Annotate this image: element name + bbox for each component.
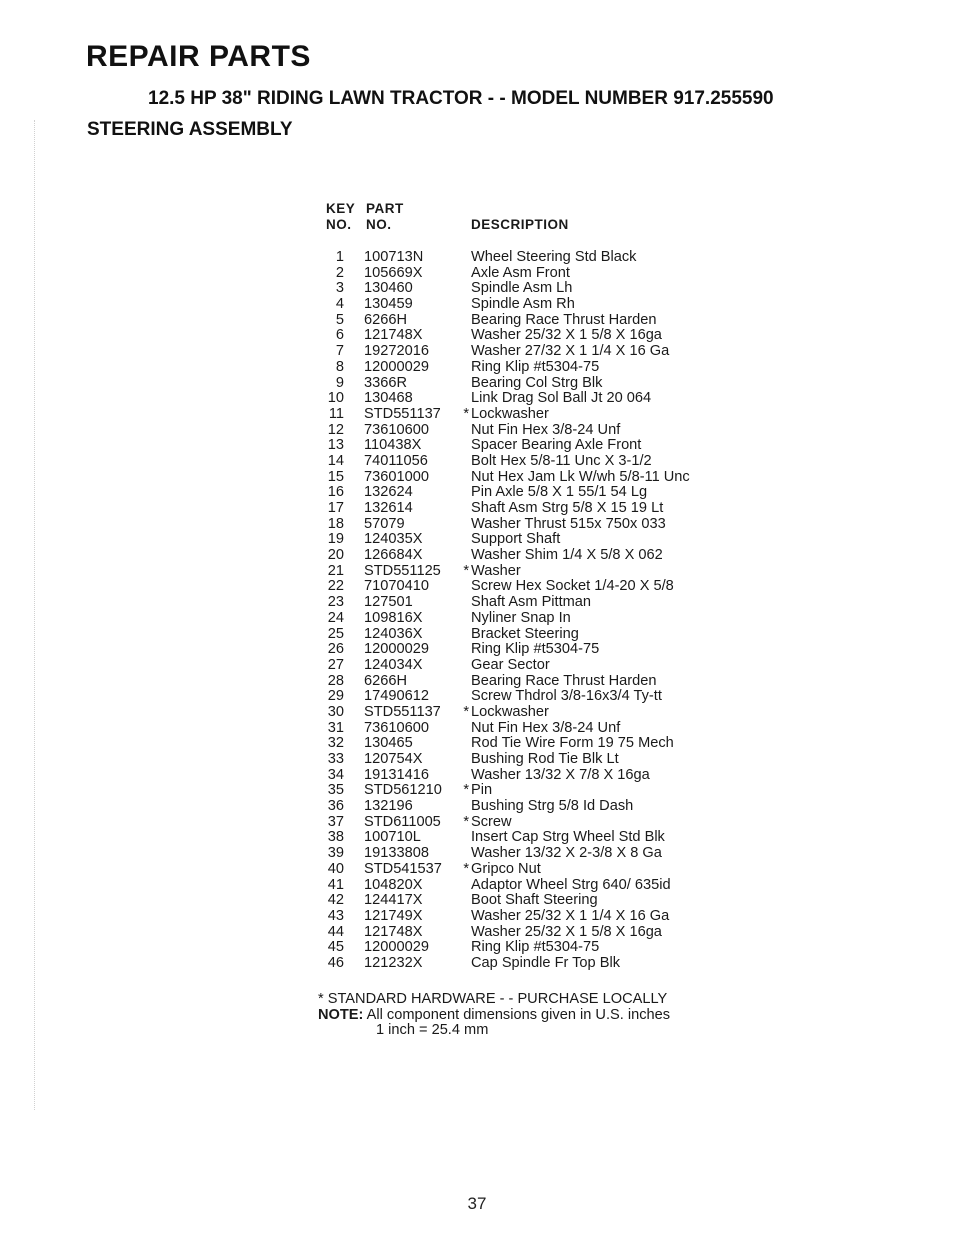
part-description: Gear Sector	[471, 656, 550, 673]
table-row	[326, 595, 746, 611]
part-no: 130459	[364, 296, 413, 313]
model-heading: 12.5 HP 38" RIDING LAWN TRACTOR - - MODEL NUMBER 917.255590	[148, 88, 774, 109]
part-description: Washer Shim 1/4 X 5/8 X 062	[471, 547, 663, 564]
part-description: Shaft Asm Strg 5/8 X 15 19 Lt	[471, 500, 664, 516]
header-key-no: NO.	[326, 217, 352, 232]
table-row	[326, 313, 746, 329]
part-no: 12000029	[364, 939, 429, 956]
key-no: 14	[327, 452, 344, 469]
part-description: Adaptor Wheel Strg 640/ 635id	[471, 876, 671, 893]
key-no: 24	[327, 609, 344, 626]
table-body	[326, 250, 746, 972]
part-description: Washer Thrust 515x 750x 033	[471, 515, 666, 532]
part-description: Nyliner Snap In	[471, 609, 571, 626]
table-row	[326, 768, 746, 784]
key-no: 11	[328, 405, 344, 422]
part-description: Nut Hex Jam Lk W/wh 5/8-11 Unc	[471, 468, 690, 485]
table-row	[326, 548, 746, 564]
table-row	[326, 360, 746, 376]
table-row	[326, 532, 746, 548]
part-no: 19131416	[364, 766, 429, 783]
part-no: 127501	[364, 594, 413, 611]
table-row	[326, 564, 746, 580]
key-no: 30	[327, 703, 344, 720]
part-description: Spindle Asm Lh	[471, 280, 573, 297]
key-no: 4	[335, 296, 344, 313]
part-description: Washer 13/32 X 7/8 X 16ga	[471, 766, 650, 783]
part-no: 121232X	[364, 954, 423, 971]
key-no: 23	[327, 594, 344, 611]
part-description: Nut Fin Hex 3/8-24 Unf	[471, 421, 621, 438]
part-no: STD551125	[364, 562, 441, 579]
key-no: 43	[327, 907, 344, 924]
table-row	[326, 501, 746, 517]
standard-hardware-mark: *	[463, 562, 469, 579]
standard-hardware-note: * STANDARD HARDWARE - - PURCHASE LOCALLY	[318, 991, 668, 1007]
part-description: Bracket Steering	[471, 625, 579, 642]
part-description: Screw Hex Socket 1/4-20 X 5/8	[471, 578, 674, 595]
part-description: Ring Klip #t5304-75	[471, 641, 600, 658]
part-description: Washer	[471, 562, 521, 579]
part-description: Spindle Asm Rh	[471, 296, 575, 313]
note-label: NOTE:	[318, 1006, 364, 1023]
table-row	[326, 423, 746, 439]
table-header-row-2	[326, 217, 746, 233]
key-no: 31	[327, 719, 344, 736]
part-no: STD541537	[364, 860, 442, 877]
part-no: STD561210	[364, 782, 442, 799]
parts-list	[326, 201, 746, 972]
part-no: 126684X	[364, 547, 423, 564]
part-no: 6266H	[364, 311, 408, 328]
table-row	[326, 705, 746, 721]
part-description: Pin Axle 5/8 X 1 55/1 54 Lg	[471, 484, 648, 501]
part-description: Shaft Asm Pittman	[471, 594, 592, 611]
table-row	[326, 627, 746, 643]
key-no: 38	[327, 829, 344, 846]
key-no: 33	[327, 751, 344, 767]
key-no: 9	[335, 374, 344, 391]
key-no: 15	[327, 468, 344, 485]
part-description: Pin	[471, 782, 493, 799]
part-description: Gripco Nut	[471, 860, 541, 877]
table-row	[326, 454, 746, 470]
page-title: REPAIR PARTS	[86, 40, 311, 73]
part-no: 12000029	[364, 641, 429, 658]
part-no: 121749X	[364, 907, 423, 924]
part-no: 121748X	[364, 923, 423, 940]
key-no: 7	[335, 343, 344, 360]
table-row	[326, 517, 746, 533]
key-no: 20	[327, 547, 344, 564]
part-no: 19272016	[364, 343, 429, 360]
part-no: STD551137	[364, 703, 441, 720]
part-no: 124035X	[364, 531, 423, 548]
key-no: 46	[327, 954, 344, 971]
table-row	[326, 470, 746, 486]
part-description: Wheel Steering Std Black	[471, 249, 637, 265]
table-row	[326, 799, 746, 815]
section-heading: STEERING ASSEMBLY	[87, 119, 293, 140]
key-no: 17	[327, 500, 344, 516]
table-row	[326, 846, 746, 862]
part-description: Boot Shaft Steering	[471, 892, 598, 909]
part-description: Support Shaft	[471, 531, 561, 548]
header-key: KEY	[326, 201, 356, 216]
key-no: 2	[335, 264, 344, 281]
part-no: 100713N	[364, 249, 424, 265]
table-row	[326, 909, 746, 925]
key-no: 35	[327, 782, 344, 799]
notes	[318, 992, 670, 1039]
key-no: 28	[327, 672, 344, 689]
table-row	[326, 376, 746, 392]
part-description: Ring Klip #t5304-75	[471, 358, 600, 375]
key-no: 3	[335, 280, 344, 297]
key-no: 16	[327, 484, 344, 501]
part-description: Washer 13/32 X 2-3/8 X 8 Ga	[471, 845, 662, 862]
key-no: 21	[327, 562, 344, 579]
key-no: 18	[327, 515, 344, 532]
part-description: Screw	[471, 813, 512, 830]
key-no: 8	[335, 358, 344, 375]
key-no: 26	[327, 641, 344, 658]
table-row	[326, 689, 746, 705]
part-no: 104820X	[364, 876, 423, 893]
key-no: 1	[335, 249, 344, 265]
part-no: 132196	[364, 798, 413, 815]
part-no: 74011056	[364, 452, 428, 469]
part-no: 132614	[364, 500, 413, 516]
table-row	[326, 815, 746, 831]
table-row	[326, 940, 746, 956]
table-row	[326, 485, 746, 501]
part-description: Bushing Rod Tie Blk Lt	[471, 751, 619, 767]
part-no: 124036X	[364, 625, 423, 642]
part-no: 110438X	[364, 437, 422, 454]
part-description: Washer 27/32 X 1 1/4 X 16 Ga	[471, 343, 670, 360]
key-no: 36	[327, 798, 344, 815]
part-no: STD611005	[364, 813, 441, 830]
part-description: Bolt Hex 5/8-11 Unc X 3-1/2	[471, 452, 652, 469]
header-part: PART	[366, 201, 404, 216]
header-part-no: NO.	[366, 217, 392, 232]
key-no: 19	[327, 531, 344, 548]
key-no: 22	[327, 578, 344, 595]
standard-hardware-mark: *	[463, 813, 469, 830]
part-description: Washer 25/32 X 1 1/4 X 16 Ga	[471, 907, 670, 924]
key-no: 12	[327, 421, 344, 438]
part-no: 109816X	[364, 609, 423, 626]
table-row	[326, 878, 746, 894]
key-no: 34	[327, 766, 344, 783]
key-no: 40	[327, 860, 344, 877]
table-row	[326, 281, 746, 297]
part-no: 17490612	[364, 688, 429, 705]
part-description: Washer 25/32 X 1 5/8 X 16ga	[471, 327, 662, 344]
part-no: 124034X	[364, 656, 423, 673]
table-row	[326, 893, 746, 909]
part-description: Screw Thdrol 3/8-16x3/4 Ty-tt	[471, 688, 662, 705]
table-row	[326, 642, 746, 658]
page-number: 37	[467, 1194, 487, 1213]
part-no: 105669X	[364, 264, 423, 281]
part-description: Bushing Strg 5/8 Id Dash	[471, 798, 634, 815]
key-no: 39	[327, 845, 344, 862]
part-description: Insert Cap Strg Wheel Std Blk	[471, 829, 665, 846]
part-description: Axle Asm Front	[471, 264, 570, 281]
key-no: 32	[327, 735, 344, 752]
note-text: All component dimensions given in U.S. inches	[363, 1006, 671, 1023]
part-no: 130460	[364, 280, 413, 297]
standard-hardware-mark: *	[463, 703, 469, 720]
table-row	[326, 391, 746, 407]
key-no: 44	[327, 923, 344, 940]
part-no: 6266H	[364, 672, 408, 689]
table-row	[326, 925, 746, 941]
table-row	[326, 862, 746, 878]
table-row	[326, 736, 746, 752]
table-row	[326, 611, 746, 627]
part-no: 100710L	[364, 829, 421, 846]
table-row	[326, 752, 746, 768]
part-description: Bearing Race Thrust Harden	[471, 672, 657, 689]
margin-rule	[34, 120, 35, 1110]
part-description: Cap Spindle Fr Top Blk	[471, 954, 620, 971]
table-row	[326, 250, 746, 266]
key-no: 5	[335, 311, 344, 328]
key-no: 25	[327, 625, 344, 642]
key-no: 41	[327, 876, 344, 893]
part-description: Spacer Bearing Axle Front	[471, 437, 642, 454]
part-description: Lockwasher	[471, 703, 549, 720]
key-no: 6	[335, 327, 344, 344]
standard-hardware-mark: *	[463, 405, 469, 422]
table-row	[326, 956, 746, 972]
part-description: Washer 25/32 X 1 5/8 X 16ga	[471, 923, 662, 940]
part-description: Bearing Race Thrust Harden	[471, 311, 657, 328]
key-no: 45	[327, 939, 344, 956]
conversion-note: 1 inch = 25.4 mm	[376, 1022, 489, 1039]
table-row	[326, 407, 746, 423]
part-description: Ring Klip #t5304-75	[471, 939, 600, 956]
table-row	[326, 830, 746, 846]
part-no: 121748X	[364, 327, 423, 344]
dimension-note	[318, 1008, 670, 1024]
key-no: 13	[327, 437, 344, 454]
part-no: 130465	[364, 735, 413, 752]
part-no: 71070410	[364, 578, 429, 595]
part-no: 3366R	[364, 374, 408, 391]
table-row	[326, 297, 746, 313]
table-row	[326, 783, 746, 799]
part-no: 120754X	[364, 751, 423, 767]
table-row	[326, 328, 746, 344]
table-row	[326, 658, 746, 674]
part-no: 132624	[364, 484, 413, 501]
table-row	[326, 721, 746, 737]
table-row	[326, 266, 746, 282]
part-description: Bearing Col Strg Blk	[471, 374, 603, 391]
standard-hardware-mark: *	[463, 860, 469, 877]
part-no: 73610600	[364, 719, 429, 736]
part-no: 12000029	[364, 358, 429, 375]
table-row	[326, 344, 746, 360]
part-no: 57079	[364, 515, 405, 532]
part-no: 130468	[364, 390, 413, 407]
table-row	[326, 579, 746, 595]
part-no: STD551137	[364, 405, 441, 422]
key-no: 27	[327, 656, 344, 673]
part-no: 124417X	[364, 892, 423, 909]
part-description: Rod Tie Wire Form 19 75 Mech	[471, 735, 674, 752]
part-description: Nut Fin Hex 3/8-24 Unf	[471, 719, 621, 736]
key-no: 10	[327, 390, 344, 407]
part-no: 19133808	[364, 845, 429, 862]
table-header-row-1	[326, 201, 746, 217]
key-no: 29	[327, 688, 344, 705]
table-row	[326, 438, 746, 454]
part-no: 73610600	[364, 421, 429, 438]
standard-hardware-mark: *	[463, 782, 469, 799]
key-no: 42	[327, 892, 344, 909]
header-description: DESCRIPTION	[471, 217, 569, 232]
part-no: 73601000	[364, 468, 429, 485]
table-row	[326, 674, 746, 690]
part-description: Lockwasher	[471, 405, 549, 422]
key-no: 37	[327, 813, 344, 830]
part-description: Link Drag Sol Ball Jt 20 064	[471, 390, 652, 407]
